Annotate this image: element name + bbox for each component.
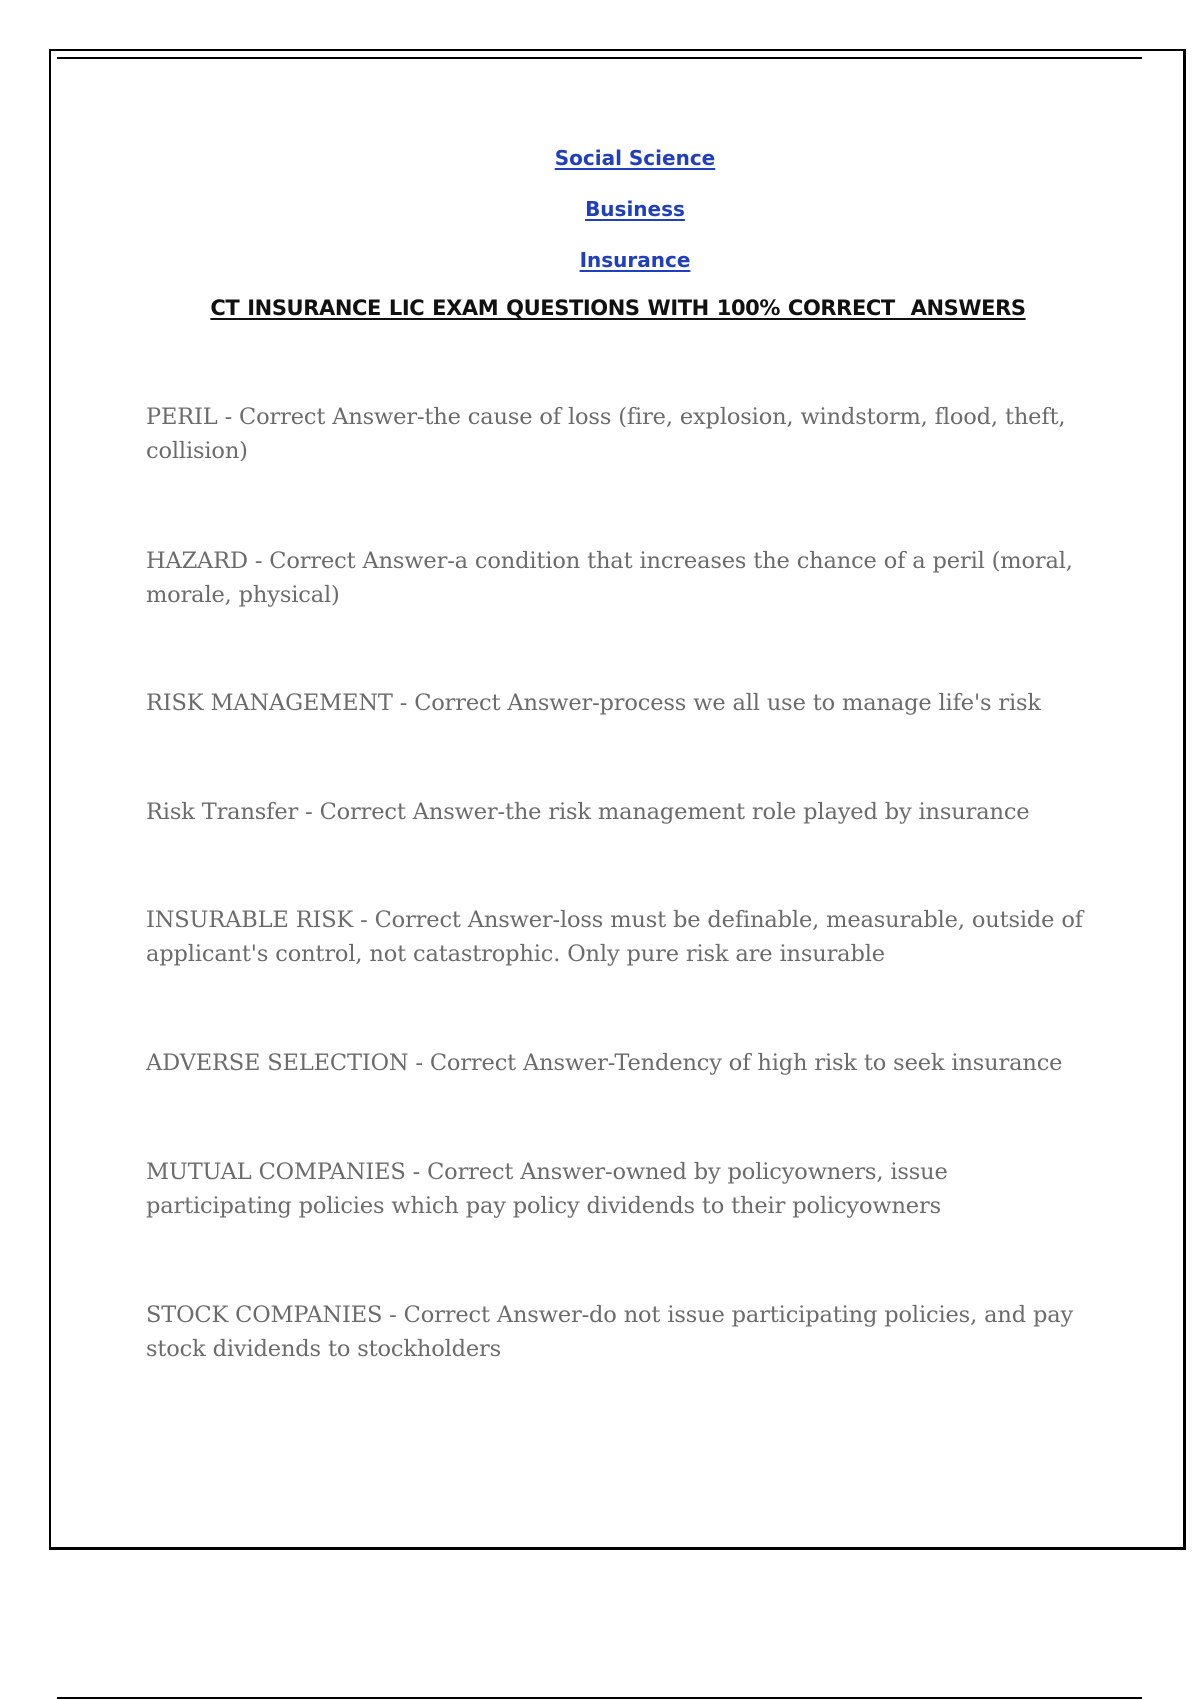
document-title: CT INSURANCE LIC EXAM QUESTIONS WITH 100% CORRECT ANSWERS — [210, 296, 1026, 320]
breadcrumb-link-insurance[interactable]: Insurance — [579, 248, 691, 272]
qa-item-risk-management: RISK MANAGEMENT - Correct Answer-process we all use to manage life's risk — [146, 690, 1041, 716]
qa-item-hazard: HAZARD - Correct Answer-a condition that increases the chance of a peril (moral, morale, physical) — [146, 548, 1073, 608]
bottom-rule — [57, 1697, 1142, 1699]
breadcrumb-link-social-science[interactable]: Social Science — [554, 146, 716, 170]
top-rule — [57, 57, 1142, 59]
breadcrumb-social-science-container — [0, 146, 1200, 170]
breadcrumb-link-business[interactable]: Business — [585, 197, 685, 221]
breadcrumb-insurance-container — [0, 248, 1200, 272]
qa-item-insurable-risk: INSURABLE RISK - Correct Answer-loss must be definable, measurable, outside of applicant's control, not catastrophic. Only pure risk are insurable — [146, 907, 1083, 967]
breadcrumb-business-container — [0, 197, 1200, 221]
document-title-container — [0, 296, 1200, 320]
qa-item-mutual-companies: MUTUAL COMPANIES - Correct Answer-owned by policyowners, issue participating policies which pay policy dividends to their policyowners — [146, 1159, 948, 1219]
qa-item-stock-companies: STOCK COMPANIES - Correct Answer-do not issue participating policies, and pay stock dividends to stockholders — [146, 1302, 1074, 1362]
qa-item-peril: PERIL - Correct Answer-the cause of loss (fire, explosion, windstorm, flood, theft, collision) — [146, 404, 1066, 464]
qa-item-risk-transfer: Risk Transfer - Correct Answer-the risk management role played by insurance — [146, 799, 1030, 825]
qa-item-adverse-selection: ADVERSE SELECTION - Correct Answer-Tendency of high risk to seek insurance — [146, 1050, 1063, 1076]
